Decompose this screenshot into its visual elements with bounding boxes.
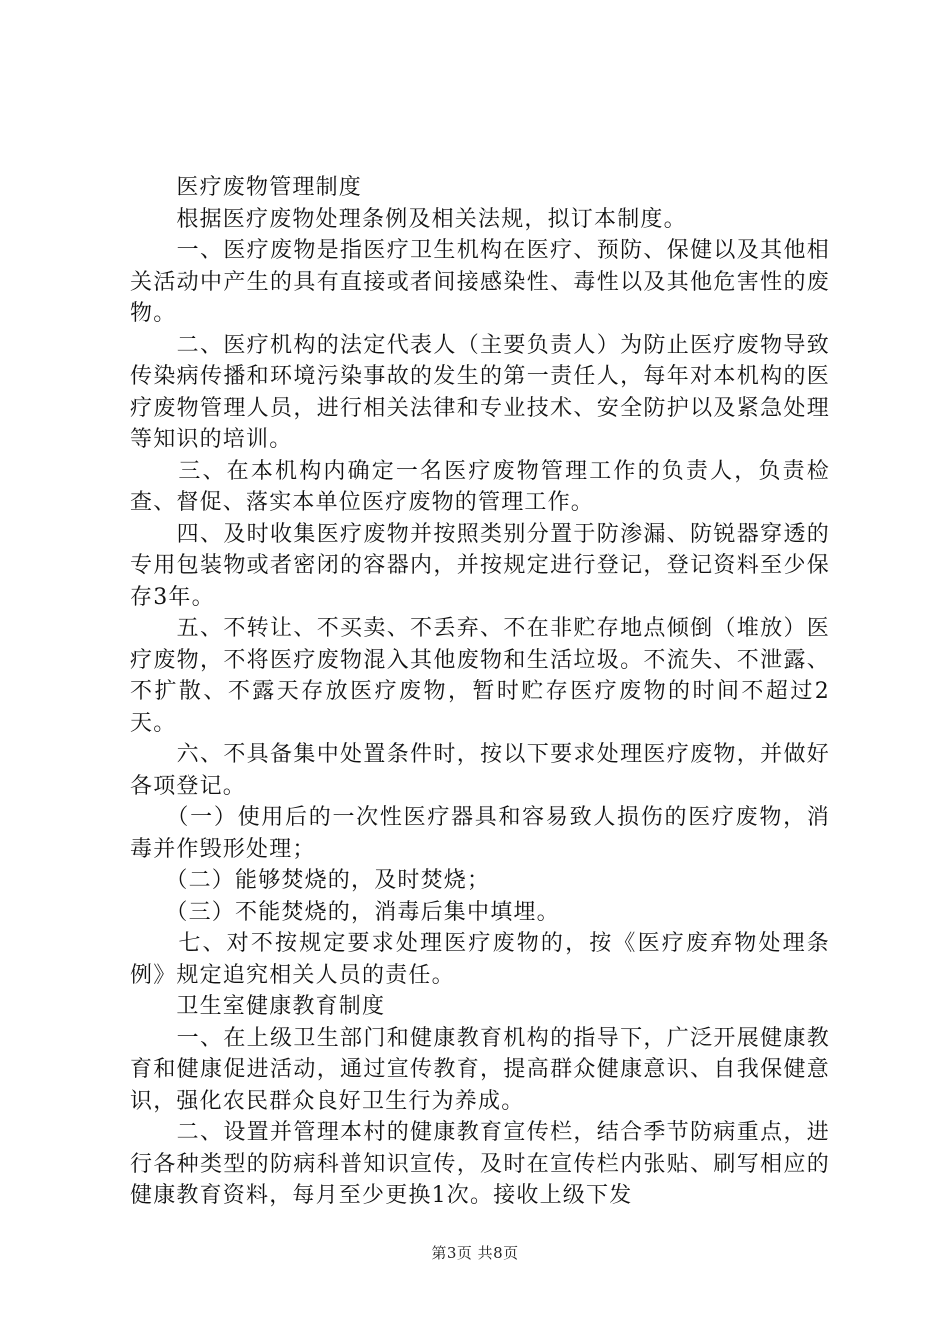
section-title-medical-waste: 医疗废物管理制度 xyxy=(130,175,363,200)
document-body xyxy=(130,172,830,1212)
paragraph-health-item-1: 一、在上级卫生部门和健康教育机构的指导下，广泛开展健康教育和健康促进活动，通过宣传教育，提高群众健康意识、自我保健意识，强化农民群众良好卫生行为养成。 xyxy=(130,1025,830,1114)
paragraph-item-2: 二、医疗机构的法定代表人（主要负责人）为防止医疗废物导致传染病传播和环境污染事故的发生的第一责任人，每年对本机构的医疗废物管理人员，进行相关法律和专业技术、安全防护以及紧急处理等知识的培训。 xyxy=(130,332,830,452)
paragraph-item-1: 一、医疗废物是指医疗卫生机构在医疗、预防、保健以及其他相关活动中产生的具有直接或者间接感染性、毒性以及其他危害性的废物。 xyxy=(130,238,830,326)
paragraph-subitem-1: （一）使用后的一次性医疗器具和容易致人损伤的医疗废物，消毒并作毁形处理； xyxy=(130,805,830,862)
paragraph-item-3: 三、在本机构内确定一名医疗废物管理工作的负责人，负责检查、督促、落实本单位医疗废物的管理工作。 xyxy=(130,458,830,515)
paragraph-item-4: 四、及时收集医疗废物并按照类别分置于防渗漏、防锐器穿透的专用包装物或者密闭的容器内，并按规定进行登记，登记资料至少保存3年。 xyxy=(130,521,830,610)
paragraph-health-item-2: 二、设置并管理本村的健康教育宣传栏，结合季节防病重点，进行各种类型的防病科普知识宣传，及时在宣传栏内张贴、刷写相应的健康教育资料，每月至少更换1次。接收上级下发 xyxy=(130,1120,830,1208)
paragraph-intro: 根据医疗废物处理条例及相关法规，拟订本制度。 xyxy=(130,206,687,232)
paragraph-subitem-3: （三）不能焚烧的，消毒后集中填埋。 xyxy=(130,899,560,925)
paragraph-item-5: 五、不转让、不买卖、不丢弃、不在非贮存地点倾倒（堆放）医疗废物，不将医疗废物混入其他废物和生活垃圾。不流失、不泄露、不扩散、不露天存放医疗废物，暂时贮存医疗废物的时间不超过2天。 xyxy=(130,616,830,736)
page-number-footer: 第3页 共8页 xyxy=(431,1244,519,1262)
paragraph-subitem-2: （二）能够焚烧的，及时焚烧； xyxy=(130,868,491,893)
section-title-health-education: 卫生室健康教育制度 xyxy=(130,994,386,1019)
paragraph-item-7: 七、对不按规定要求处理医疗废物的，按《医疗废弃物处理条例》规定追究相关人员的责任。 xyxy=(130,931,830,988)
paragraph-item-6: 六、不具备集中处置条件时，按以下要求处理医疗废物，并做好各项登记。 xyxy=(130,742,830,799)
